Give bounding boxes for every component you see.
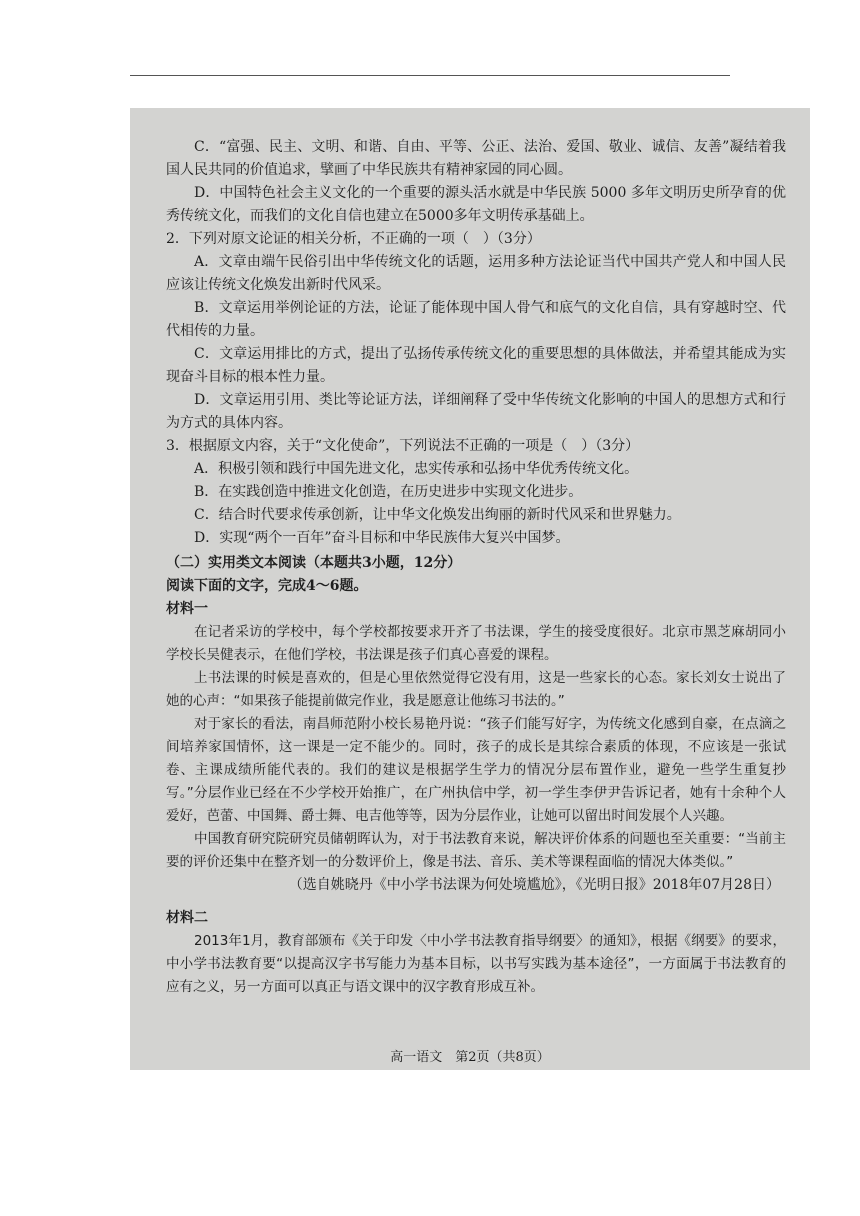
text-paragraph: C．结合时代要求传承创新，让中华文化焕发出绚丽的新时代风采和世界魅力。 xyxy=(194,507,681,523)
top-rule xyxy=(130,75,730,76)
text-paragraph: A．积极引领和践行中国先进文化，忠实传承和弘扬中华优秀传统文化。 xyxy=(194,461,639,477)
text-paragraph: （选自姚晓丹《中小学书法课为何处境尴尬》，《光明日报》2018年07月28日） xyxy=(288,877,780,893)
text-paragraph: 阅读下面的文字，完成4～6题。 xyxy=(166,578,368,594)
text-paragraph: D．中国特色社会主义文化的一个重要的源头活水就是中华民族 5000 多年文明历史所孕育的优秀传统文化，而我们的文化自信也建立在5000多年文明传承基础上。 xyxy=(166,185,786,224)
text-paragraph: B．文章运用举例论证的方法，论证了能体现中国人骨气和底气的文化自信，具有穿越时空、代代相传的力量。 xyxy=(166,300,786,339)
text-paragraph: 中国教育研究院研究员储朝晖认为，对于书法教育来说，解决评价体系的问题也至关重要：“当前主要的评价还集中在整齐划一的分数评价上，像是书法、音乐、美术等课程面临的情况大体类似。” xyxy=(166,831,786,870)
text-paragraph: C．文章运用排比的方式，提出了弘扬传承传统文化的重要思想的具体做法，并希望其能成为实现奋斗目标的根本性力量。 xyxy=(166,346,786,385)
text-paragraph: C．“富强、民主、文明、和谐、自由、平等、公正、法治、爱国、敬业、诚信、友善”凝结着我国人民共同的价值追求，擘画了中华民族共有精神家园的同心圆。 xyxy=(166,139,786,178)
paragraph-spacer xyxy=(166,897,786,907)
text-paragraph: 对于家长的看法，南昌师范附小校长易艳丹说：“孩子们能写好字，为传统文化感到自豪，在点滴之间培养家国情怀，这一课是一定不能少的。同时，孩子的成长是其综合素质的体现，不应该是一张试卷、主课成绩所能代表的。我们的建议是根据学生学力的情况分层布置作业，避免一些学生重复抄写。”分层作业已经在不少学校开始推广，在广州执信中学，初一学生李伊尹告诉记者，她有十余种个人爱好，芭蕾、中国舞、爵士舞、电吉他等等，因为分层作业，让她可以留出时间发展个人兴趣。 xyxy=(166,716,786,824)
page-footer: 高一语文 第2页（共8页） xyxy=(390,1050,550,1065)
text-paragraph: 上书法课的时候是喜欢的，但是心里依然觉得它没有用，这是一些家长的心态。家长刘女士说出了她的心声：“如果孩子能提前做完作业，我是愿意让他练习书法的。” xyxy=(166,670,786,709)
text-paragraph: 3．根据原文内容，关于“文化使命”，下列说法不正确的一项是（ ）（3分） xyxy=(166,438,640,454)
text-paragraph: 2．下列对原文论证的相关分析，不正确的一项（ ）（3分） xyxy=(166,231,541,247)
exam-page-photo xyxy=(130,108,810,1070)
text-paragraph: （二）实用类文本阅读（本题共3小题，12分） xyxy=(166,555,462,571)
text-paragraph: D．文章运用引用、类比等论证方法，详细阐释了受中华传统文化影响的中国人的思想方式和行为方式的具体内容。 xyxy=(166,392,786,431)
text-paragraph: 在记者采访的学校中，每个学校都按要求开齐了书法课，学生的接受度很好。北京市黑芝麻胡同小学校长吴健表示，在他们学校，书法课是孩子们真心喜爱的课程。 xyxy=(166,624,786,663)
text-paragraph: A．文章由端午民俗引出中华传统文化的话题，运用多种方法论证当代中国共产党人和中国人民应该让传统文化焕发出新时代风采。 xyxy=(166,254,786,293)
text-paragraph: D．实现“两个一百年”奋斗目标和中华民族伟大复兴中国梦。 xyxy=(194,530,570,546)
text-paragraph: 材料一 xyxy=(166,601,208,617)
exam-text-body xyxy=(166,136,786,999)
text-paragraph: 材料二 xyxy=(166,910,208,926)
text-paragraph: B．在实践创造中推进文化创造，在历史进步中实现文化进步。 xyxy=(194,484,583,500)
text-paragraph: 2013年1月，教育部颁布《关于印发〈中小学书法教育指导纲要〉的通知》，根据《纲要》的要求，中小学书法教育要“以提高汉字书写能力为基本目标，以书写实践为基本途径”，一方面属于书法教育的应有之义，另一方面可以真正与语文课中的汉字教育形成互补。 xyxy=(166,933,786,995)
